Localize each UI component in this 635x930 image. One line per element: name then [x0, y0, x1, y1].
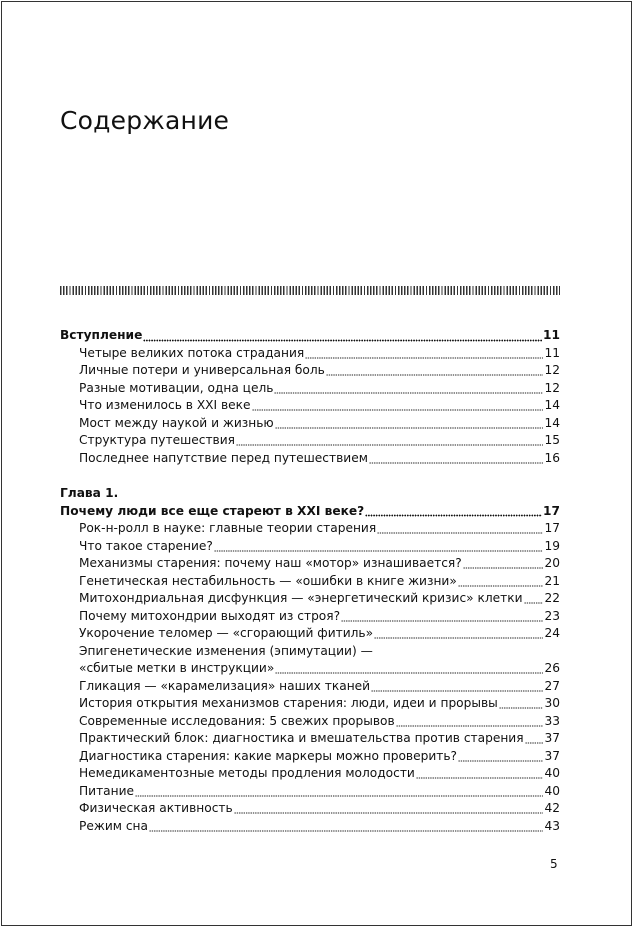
toc-entry-page: 11 — [543, 328, 560, 342]
toc-entry — [60, 397, 560, 415]
page-number: 5 — [550, 857, 558, 871]
toc-entry-label: История открытия механизмов старения: люди, идеи и прорывы — [79, 696, 498, 710]
toc-entry-label: Вступление — [60, 328, 143, 342]
toc-entry — [60, 660, 560, 678]
book-page — [1, 1, 632, 926]
toc-entry-page: 21 — [544, 573, 560, 588]
toc-entry-page: 12 — [544, 363, 560, 377]
dot-leader — [525, 733, 544, 748]
toc-entry-label: Немедикаментозные методы продления молодости — [79, 766, 415, 780]
toc-entry-label: Что такое старение? — [79, 538, 213, 553]
toc-entry — [60, 362, 560, 380]
dot-leader — [252, 400, 544, 415]
toc-entry-page: 27 — [544, 678, 560, 693]
toc-entry-label: Питание — [79, 783, 135, 798]
toc-entry — [60, 765, 560, 783]
dot-leader — [416, 768, 544, 783]
dot-leader — [214, 540, 544, 555]
dot-leader — [143, 330, 542, 345]
toc-entry-page: 12 — [544, 380, 560, 395]
dot-leader — [369, 452, 544, 467]
toc-entry-label: Четыре великих потока страдания — [79, 345, 305, 360]
toc-entry-label: Эпигенетические изменения (эпимутации) — — [79, 643, 373, 658]
dot-leader — [374, 645, 559, 660]
toc-entry-page: 11 — [544, 345, 560, 360]
toc-entry-page: 40 — [544, 783, 560, 798]
toc-entry-label: Почему митохондрии выходят из строя? — [79, 608, 341, 623]
toc-entry — [60, 695, 560, 713]
toc-entry-page: 20 — [544, 556, 560, 570]
dot-leader — [377, 523, 543, 538]
toc-entry-page: 40 — [544, 766, 560, 780]
dot-leader — [326, 365, 544, 380]
toc-entry — [60, 730, 560, 748]
dot-leader — [274, 382, 543, 397]
toc-entry-page: 37 — [544, 731, 560, 745]
toc-entry — [60, 345, 560, 363]
toc-entry-label: Генетическая нестабильность — «ошибки в книге жизни» — [79, 573, 457, 588]
dot-leader — [275, 417, 544, 432]
toc-entry-label: Диагностика старения: какие маркеры можно проверить? — [79, 748, 458, 763]
toc-entry-label: Практический блок: диагностика и вмешательства против старения — [79, 731, 524, 745]
toc-entry-page: 24 — [544, 626, 560, 640]
toc-entry-label: Современные исследования: 5 свежих прорывов — [79, 713, 395, 728]
toc-entry — [60, 800, 560, 818]
toc-entry-chapter-1 — [60, 503, 560, 521]
toc-entry-page: 42 — [544, 801, 560, 815]
toc-entry — [60, 625, 560, 643]
toc-entry-page: 22 — [544, 591, 560, 605]
dot-leader — [374, 628, 543, 643]
toc-entry-page: 17 — [544, 521, 560, 535]
dot-leader — [371, 680, 543, 695]
toc-entry-page: 33 — [544, 713, 560, 728]
dot-leader — [463, 558, 544, 573]
toc-entry-label: Последнее напутствие перед путешествием — [79, 450, 368, 465]
toc-entry — [60, 818, 560, 836]
toc-entry-intro — [60, 327, 560, 345]
toc-entry-label: Режим сна — [79, 818, 148, 833]
toc-section-intro — [60, 327, 560, 467]
toc-section-chapter-1 — [60, 485, 560, 835]
toc-entry — [60, 678, 560, 696]
dot-leader — [234, 803, 544, 818]
toc-entry-label: Физическая активность — [79, 801, 233, 815]
dot-leader — [236, 435, 544, 450]
toc-entry-label: Структура путешествия — [79, 433, 235, 447]
toc-entry-label: Механизмы старения: почему наш «мотор» изнашивается? — [79, 556, 462, 570]
toc-entry-page: 14 — [544, 415, 560, 430]
toc-chapter-1-items — [60, 520, 560, 835]
decorative-divider — [60, 286, 560, 295]
toc-entry-page: 17 — [543, 503, 560, 518]
dot-leader — [396, 715, 544, 730]
toc-entry-page: 37 — [544, 748, 560, 763]
toc-entry — [60, 748, 560, 766]
dot-leader — [499, 698, 544, 713]
chapter-number: Глава 1. — [60, 486, 119, 500]
toc-entry — [60, 643, 560, 661]
toc-entry — [60, 555, 560, 573]
toc-entry-page: 43 — [544, 818, 560, 833]
toc-entry — [60, 590, 560, 608]
toc-entry — [60, 538, 560, 556]
toc-entry-page: 19 — [544, 538, 560, 553]
toc-entry-label: Что изменилось в XXI веке — [79, 398, 251, 412]
toc-entry — [60, 432, 560, 450]
toc-entry-label: Рок-н-ролл в науке: главные теории старения — [79, 521, 377, 535]
toc-entry-label: Разные мотивации, одна цель — [79, 380, 274, 395]
toc-entry — [60, 520, 560, 538]
toc-entry-page: 14 — [544, 398, 560, 412]
toc-entry — [60, 783, 560, 801]
toc-entry-label: Митохондриальная дисфункция — «энергетический кризис» клетки — [79, 591, 523, 605]
toc-entry-label: «сбитые метки в инструкции» — [79, 661, 275, 675]
toc-entry-page: 30 — [544, 696, 560, 710]
toc-entry — [60, 415, 560, 433]
toc-entry — [60, 573, 560, 591]
toc-intro-items — [60, 345, 560, 468]
toc-entry-label: Личные потери и универсальная боль — [79, 363, 325, 377]
toc-entry-page: 23 — [544, 608, 560, 623]
page-title: Содержание — [60, 106, 230, 135]
toc-entry-page: 26 — [544, 661, 560, 675]
toc-entry-label: Мост между наукой и жизнью — [79, 415, 274, 430]
dot-leader — [149, 820, 544, 835]
toc-entry-label: Почему люди все еще стареют в XXI веке? — [60, 503, 365, 518]
dot-leader — [524, 593, 544, 608]
toc-entry-page: 16 — [544, 450, 560, 465]
dot-leader — [275, 663, 543, 678]
dot-leader — [341, 610, 543, 625]
toc-entry — [60, 608, 560, 626]
dot-leader — [365, 505, 542, 520]
table-of-contents — [60, 327, 560, 833]
dot-leader — [458, 750, 543, 765]
toc-entry — [60, 450, 560, 468]
toc-entry-label: Гликация — «карамелизация» наших тканей — [79, 678, 371, 693]
toc-entry — [60, 380, 560, 398]
dot-leader — [305, 347, 543, 362]
toc-entry — [60, 713, 560, 731]
toc-entry-label: Укорочение теломер — «сгорающий фитиль» — [79, 626, 374, 640]
dot-leader — [135, 785, 543, 800]
toc-entry-page: 15 — [544, 433, 560, 447]
dot-leader — [458, 575, 544, 590]
